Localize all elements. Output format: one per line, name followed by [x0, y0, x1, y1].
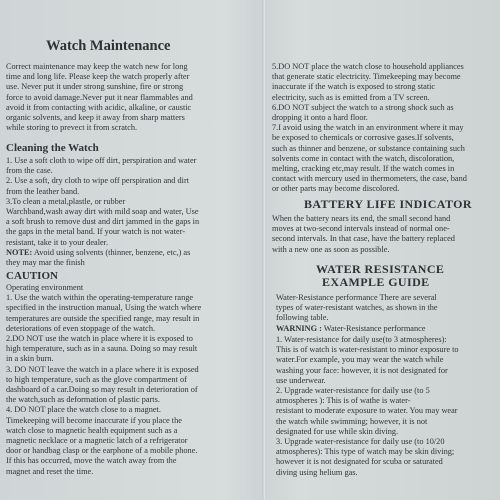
- warning-label: WARNING :: [276, 324, 322, 333]
- water-heading-2: EXAMPLE GUIDE: [322, 275, 430, 289]
- note-text: Avoid using solvents (thinner, benzene, etc,) as they may mar the finish: [6, 248, 191, 268]
- page-title: Watch Maintenance: [46, 38, 171, 54]
- note-paragraph: [6, 248, 262, 268]
- water-heading-1: WATER RESISTANCE: [316, 262, 445, 276]
- water-intro: Water-Resistance performance There are several types of water-resistant watches, as shown in the following table.: [276, 293, 438, 323]
- warning-text: Water-Resistance performance: [321, 324, 426, 333]
- warning-line: [276, 324, 496, 334]
- right-top-paragraph: 5.DO NOT place the watch close to household appliances that generate static electricity. Timekeeping may become inaccurate if the watch is exposed to strong static electricity, such as is emitted from a TV screen. 6.DO NOT subject the watch to a strong shock such as dropping it onto a hard floor. 7.I avoid using the watch in an environment where it may be exposed to chemicals or corrosive gases.If solvents, such as thinner and benzene, or substance containing such solvents come in contact with the watch, discoloration, melting, cracking etc,may result. If the watch comes in contact with mercury used in thermometers, the case, band or other parts may become discolored.: [272, 62, 467, 194]
- note-label: NOTE:: [6, 248, 33, 257]
- cleaning-paragraph: 1. Use a soft cloth to wipe off dirt, perspiration and water from the case. 2. Use a soft, dry cloth to wipe off perspiration and dirt from the leather band. 3.To clean a metal,plastle, or rubber Warchband,wash away dirt with mild soap and water, Use a soft brush to remove dust and dirt jammed in the gaps in the gaps in the metal band. If your watch is not water- resistant, take it to your dealer.: [6, 156, 200, 247]
- page-fold: [262, 0, 265, 500]
- water-items: 1. Water-resistance for daily use(to 3 atmospheres): This is of watch is water-resistant to minor exposure to water.For example, you may wear the watch while washing your face: however, it is not designated for use underwear. 2. Upgrade water-resistance for daily use (to 5 atmospheres ): This is of wathe is water- resistant to moderate exposure to water. You may wear the watch while swimming; however, it is not designated for use while skin diving. 3. Upgrade water-resistance for daily use (to 10/20 atmospheres): This type of watch may be skin diving; however it is not designated for scuba or saturated diving using helium gas.: [276, 335, 459, 477]
- intro-paragraph: Correct maintenance may keep the watch new for long time and long life. Please keep the watch properly after use. Never put it under strong sunshine, fire or strong force to avoid damage.Never put it near flammables and avoid it from contacting with acidic, alkaline, or caustic organic solvents, and keep it away from sharp matters while storing to prevect it from scratch.: [6, 62, 193, 133]
- caution-paragraph: Operating environment 1. Use the watch within the operating-temperature range specified in the instruction manual, Using the watch where temperatures are outside the specified range, may result in deteriorations of even stoppage of the watch. 2.DO NOT use the watch in place where it is exposed to high temperature, such as in a sauna. Doing so may result in a skin burn. 3. DO NOT leave the watch in a place where it is exposed to high temperature, such as the glove compartment of dashboard of a car.Doing so may result in deterioration of the watch,such as deformation of plastic parts. 4. DO NOT place the watch close to a magnet. Timekeeping will become inaccurate if you place the watch close to magnetic health equipment such as a magnetic necklace or a magnetic latch of a refrigerator door or handbag clasp or the earphone of a mobile phone. If this has occurred, move the watch away from the magnet and reset the time.: [6, 283, 202, 476]
- caution-heading: CAUTION: [6, 270, 58, 282]
- battery-paragraph: When the battery nears its end, the small second hand moves at two-second intervals instead of normal one- second intervals. In that case, have the battery replaced with a new one as soon as possible.: [272, 214, 455, 254]
- battery-heading: BATTERY LIFE INDICATOR: [304, 197, 472, 211]
- cleaning-heading: Cleaning the Watch: [6, 142, 99, 154]
